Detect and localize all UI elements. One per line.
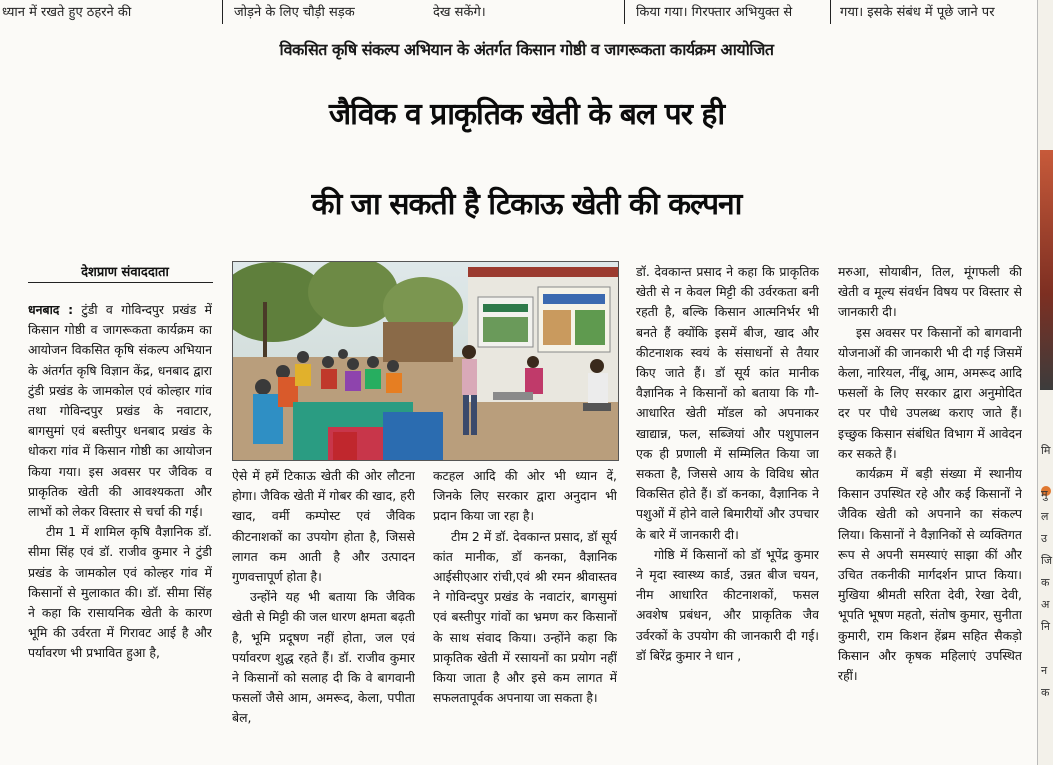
- strip-text-5: गया। इसके संबंध में पूछे जाने पर: [840, 5, 995, 20]
- paragraph: डॉ. देवकान्त प्रसाद ने कहा कि प्राकृतिक खेती से न केवल मिट्टी की उर्वरकता बनी रहती है, बल्कि किसान आत्मनिर्भर भी बनते हैं क्योंकि इसमें बीज, खाद और कीटनाशक स्वयं के संसाधनों से तैयार किए जाते हैं। डॉ सूर्य कांत मानीक वैज्ञानिक ने किसानों को बताया कि गौ-आधारित खेती मॉडल को अपनाकर खाद्यान्न, फल, सब्जियां और पशुपालन एक ही प्रणाली में सम्मिलित किया जा सकता है, जिससे आय के विविध स्रोत विकसित होते हैं। डॉ कनका, वैज्ञानिक ने पशुओं में होने वाले बिमारीयों और उपचार के बारे में जानकारी दी।: [636, 264, 819, 542]
- strip-divider: [624, 0, 625, 24]
- farmers-meeting-photo: [233, 262, 618, 460]
- strip-divider: [830, 0, 831, 24]
- paragraph-text: टुंडी व गोविन्दपुर प्रखंड में किसान गोष्ठी व जागरूकता कार्यक्रम का आयोजन विकसित कृषि संकल्प अभियान के अंतर्गत कृषि विज्ञान केंद्र, धनबाद द्वारा टुंडी प्रखंड के जामकोल एवं कोल्हार गांव तथा गोविन्दपुर प्रखंड के नवाटार, बागसुमां एवं बस्तीपुर धनबाद प्रखंड के धोकरा गांव में किसान गोष्ठी का आयोजन किया गया। इस अवसर पर जैविक व प्राकृतिक खेती की आवश्यकता और लाभों को लेकर विस्तार से चर्चा की गई।: [28, 302, 212, 520]
- article-column-5: [838, 262, 1022, 756]
- edge-char: मु: [1041, 488, 1048, 501]
- main-headline-line-1: जैविक व प्राकृतिक खेती के बल पर ही: [328, 97, 725, 132]
- paragraph: टीम 2 में डॉ. देवकान्त प्रसाद, डॉ सूर्य कांत मानीक, डॉ कनका, वैज्ञानिक आईसीएआर रांची,एवं श्री रमन श्रीवास्तव ने गोविन्दपुर प्रखंड के नवाटांर, बागसुमां एवं बस्तीपुर गांवों का भ्रमण कर किसानों के साथ संवाद किया। उन्होंने कहा कि प्राकृतिक खेती में रसायनों का प्रयोग नहीं किया जाता है और इसे कम लागत में सफलतापूर्वक अपनाया जा सकता है।: [433, 528, 617, 706]
- paragraph: कटहल आदि की ओर भी ध्यान दें, जिनके लिए सरकार द्वारा अनुदान भी प्रदान किया जा रहा है।: [433, 468, 617, 524]
- edge-char: अ: [1041, 598, 1050, 611]
- strip-text-1: ध्यान में रखते हुए ठहरने की: [2, 5, 132, 20]
- main-headline-line-2: की जा सकती है टिकाऊ खेती की कल्पना: [311, 187, 742, 222]
- edge-char: उ: [1041, 532, 1048, 545]
- paragraph: उन्होंने यह भी बताया कि जैविक खेती से मिट्टी की जल धारण क्षमता बढ़ती है, भूमि प्रदूषण नहीं होता, जल एवं पर्यावरण शुद्ध रहते हैं। डॉ. राजीव कुमार ने किसानों को सलाह दी कि वे बागवानी फसलों जैसे आम, अमरूद, केला, पपीता बेल,: [232, 589, 415, 726]
- byline: देशप्राण संवाददाता: [81, 265, 169, 280]
- paragraph: कार्यक्रम में बड़ी संख्या में स्थानीय किसान उपस्थित रहे और कई किसानों ने जैविक खेती को अपनाने का संकल्प लिया। किसानों ने वैज्ञानिकों से व्यक्तिगत रूप से अपनी समस्याएं साझा कीं और उचित तकनीकी मार्गदर्शन प्राप्त किया। मुखिया श्रीमती सरिता देवी, रेखा देवी, भूपति भूषण महतो, संतोष कुमार, सुनीता कुमारी, राम किशन हेंब्रम सहित सैकड़ो किसान और कृषक महिलाएं उपस्थित रहीं।: [838, 466, 1022, 684]
- edge-char: जि: [1041, 554, 1053, 567]
- previous-article-strip: [0, 0, 1053, 26]
- adjacent-photo: [1040, 150, 1053, 390]
- strip-text-3: देख सकेंगे।: [433, 5, 486, 20]
- paragraph: [28, 300, 212, 522]
- strip-divider: [222, 0, 223, 24]
- paragraph: गोष्ठि में किसानों को डॉ भूपेंद्र कुमार ने मृदा स्वास्थ्य कार्ड, उन्नत बीज चयन, नीम आधारित कीटनाशकों, फसल अवशेष प्रबंधन, और प्राकृतिक जैव उर्वरकों के उपयोग की जानकारी दी गई। डॉ बिरेंद्र कुमार ने धान ,: [636, 546, 819, 663]
- byline-rule: [28, 282, 213, 283]
- paragraph: इस अवसर पर किसानों को बागवानी योजनाओं की जानकारी भी दी गई जिसमें केला, नारियल, नींबू, आम, अमरूद आदि फसलों के लिए सरकार द्वारा अनुमोदित दर पर पौधे उपलब्ध कराए जाते हैं। इच्छुक किसान संबंधित विभाग में आवेदन कर सकते हैं।: [838, 324, 1022, 461]
- paragraph: मरुआ, सोयाबीन, तिल, मूंगफली की खेती व मूल्य संवर्धन विषय पर विस्तार से जानकारी दी।: [838, 264, 1022, 320]
- dateline: धनबाद :: [28, 302, 74, 317]
- paragraph: टीम 1 में शामिल कृषि वैज्ञानिक डॉ. सीमा सिंह एवं डॉ. राजीव कुमार ने टुंडी प्रखंड के जामकोल एवं कोल्हर गांव में किसानों से मुलाकात की। डॉ. सीमा सिंह ने कहा कि रासायनिक खेती के कारण भूमि की उर्वरता में गिरावट आई है और पर्यावरण भी प्रभावित हुआ है,: [28, 524, 212, 661]
- adjacent-article-edge: [1037, 0, 1053, 765]
- edge-char: मि: [1041, 444, 1051, 457]
- edge-char: ल: [1041, 510, 1049, 523]
- edge-char: क: [1041, 686, 1050, 699]
- paragraph: ऐसे में हमें टिकाऊ खेती की ओर लौटना होगा। जैविक खेती में गोबर की खाद, हरी खाद, वर्मी कम्पोस्ट एवं जैविक कीटनाशकों का उपयोग होता है, जिससे लागत कम आती है और उत्पादन गुणवत्तापूर्ण होता है।: [232, 468, 415, 585]
- article-column-1: [28, 300, 212, 755]
- edge-char: न: [1041, 664, 1048, 677]
- article-column-2: [232, 466, 415, 756]
- article-column-4: [636, 262, 819, 756]
- edge-char: नि: [1041, 620, 1050, 633]
- strip-text-2: जोड़ने के लिए चौड़ी सड़क: [234, 5, 355, 20]
- article-photo: [232, 261, 619, 461]
- article-column-3: [433, 466, 617, 756]
- strip-text-4: किया गया। गिरफ्तार अभियुक्त से: [636, 5, 793, 20]
- adjacent-article-text: [1041, 440, 1053, 704]
- kicker-headline: विकसित कृषि संकल्प अभियान के अंतर्गत किसान गोष्ठी व जागरूकता कार्यक्रम आयोजित: [279, 40, 774, 59]
- edge-char: क: [1041, 576, 1050, 589]
